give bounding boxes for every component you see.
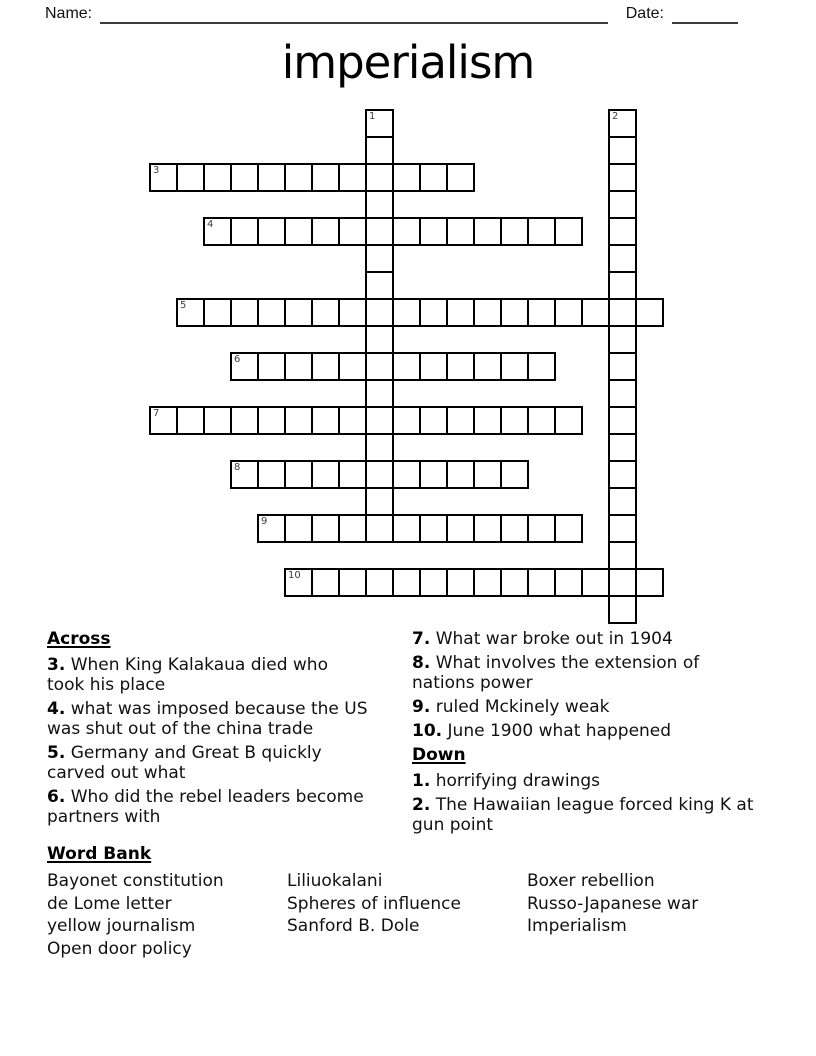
grid-cell[interactable] xyxy=(365,325,394,354)
clue-text: Germany and Great B quickly carved out what xyxy=(47,743,322,783)
clue-across-3 xyxy=(47,655,369,695)
grid-cell[interactable] xyxy=(365,487,394,516)
grid-cell[interactable] xyxy=(284,568,313,597)
grid-cell[interactable] xyxy=(257,460,286,489)
grid-cell[interactable] xyxy=(365,433,394,462)
grid-cell[interactable] xyxy=(149,406,178,435)
cell-number: 5 xyxy=(180,300,187,311)
word-bank-column-1 xyxy=(47,870,287,960)
grid-cell[interactable] xyxy=(284,163,313,192)
clue-across-5 xyxy=(47,743,369,783)
grid-cell[interactable] xyxy=(554,406,583,435)
clue-text: What involves the extension of nations power xyxy=(412,653,700,693)
crossword-grid xyxy=(150,110,663,623)
grid-cell[interactable] xyxy=(608,352,637,381)
grid-cell[interactable] xyxy=(338,352,367,381)
grid-cell[interactable] xyxy=(257,514,286,543)
grid-cell[interactable] xyxy=(608,109,637,138)
grid-cell[interactable] xyxy=(527,514,556,543)
clue-number: 7. xyxy=(412,629,431,649)
grid-cell[interactable] xyxy=(446,217,475,246)
grid-cell[interactable] xyxy=(230,406,259,435)
word-bank-item: Sanford B. Dole xyxy=(287,916,420,936)
grid-cell[interactable] xyxy=(473,298,502,327)
grid-cell[interactable] xyxy=(176,406,205,435)
grid-cell[interactable] xyxy=(284,460,313,489)
grid-cell[interactable] xyxy=(500,514,529,543)
grid-cell[interactable] xyxy=(527,406,556,435)
grid-cell[interactable] xyxy=(392,217,421,246)
grid-cell[interactable] xyxy=(446,352,475,381)
word-bank-columns xyxy=(47,870,776,960)
grid-cell[interactable] xyxy=(419,217,448,246)
cell-number: 10 xyxy=(288,570,301,581)
grid-cell[interactable] xyxy=(635,298,664,327)
grid-cell[interactable] xyxy=(608,568,637,597)
clue-across-6 xyxy=(47,787,369,827)
grid-cell[interactable] xyxy=(419,352,448,381)
grid-cell[interactable] xyxy=(284,217,313,246)
across-clues-section xyxy=(47,629,369,831)
clue-text: The Hawaiian league forced king K at gun point xyxy=(412,795,754,835)
grid-cell[interactable] xyxy=(365,568,394,597)
clue-number: 9. xyxy=(412,697,431,717)
cell-number: 6 xyxy=(234,354,241,365)
grid-cell[interactable] xyxy=(446,514,475,543)
word-bank-column-3 xyxy=(527,870,767,960)
word-bank-item: yellow journalism xyxy=(47,916,196,936)
date-blank-line[interactable] xyxy=(672,7,738,24)
grid-cell[interactable] xyxy=(230,217,259,246)
grid-cell[interactable] xyxy=(446,163,475,192)
word-bank-item: Russo-Japanese war xyxy=(527,893,699,914)
word-bank-item: de Lome letter xyxy=(47,893,172,914)
grid-cell[interactable] xyxy=(392,514,421,543)
word-bank-item: Imperialism xyxy=(527,916,627,936)
grid-cell[interactable] xyxy=(419,406,448,435)
grid-cell[interactable] xyxy=(284,406,313,435)
grid-cell[interactable] xyxy=(446,568,475,597)
grid-cell[interactable] xyxy=(500,406,529,435)
grid-cell[interactable] xyxy=(365,514,394,543)
grid-cell[interactable] xyxy=(311,460,340,489)
grid-cell[interactable] xyxy=(311,514,340,543)
clue-number: 2. xyxy=(412,795,431,815)
grid-cell[interactable] xyxy=(608,190,637,219)
cell-number: 3 xyxy=(153,165,160,176)
header xyxy=(45,5,738,24)
grid-cell[interactable] xyxy=(392,460,421,489)
grid-cell[interactable] xyxy=(230,163,259,192)
grid-cell[interactable] xyxy=(338,514,367,543)
grid-cell[interactable] xyxy=(500,352,529,381)
grid-cell[interactable] xyxy=(473,406,502,435)
grid-cell[interactable] xyxy=(392,163,421,192)
grid-cell[interactable] xyxy=(203,298,232,327)
grid-cell[interactable] xyxy=(257,352,286,381)
grid-cell[interactable] xyxy=(608,244,637,273)
grid-cell[interactable] xyxy=(500,298,529,327)
grid-cell[interactable] xyxy=(608,136,637,165)
grid-cell[interactable] xyxy=(365,109,394,138)
grid-cell[interactable] xyxy=(365,460,394,489)
grid-cell[interactable] xyxy=(230,298,259,327)
clue-number: 10. xyxy=(412,721,443,741)
name-blank-line[interactable] xyxy=(100,7,608,24)
grid-cell[interactable] xyxy=(608,325,637,354)
grid-cell[interactable] xyxy=(149,163,178,192)
grid-cell[interactable] xyxy=(554,298,583,327)
grid-cell[interactable] xyxy=(500,217,529,246)
grid-cell[interactable] xyxy=(338,460,367,489)
grid-cell[interactable] xyxy=(311,568,340,597)
grid-cell[interactable] xyxy=(608,379,637,408)
clue-number: 8. xyxy=(412,653,431,673)
grid-cell[interactable] xyxy=(365,298,394,327)
grid-cell[interactable] xyxy=(338,406,367,435)
across-heading: Across xyxy=(47,629,111,649)
grid-cell[interactable] xyxy=(311,217,340,246)
grid-cell[interactable] xyxy=(608,595,637,624)
grid-cell[interactable] xyxy=(176,298,205,327)
clue-number: 1. xyxy=(412,771,431,791)
grid-cell[interactable] xyxy=(608,514,637,543)
grid-cell[interactable] xyxy=(608,217,637,246)
grid-cell[interactable] xyxy=(230,352,259,381)
puzzle-title: imperialism xyxy=(281,36,535,89)
grid-cell[interactable] xyxy=(608,163,637,192)
grid-cell[interactable] xyxy=(365,271,394,300)
grid-cell[interactable] xyxy=(392,298,421,327)
grid-cell[interactable] xyxy=(365,379,394,408)
clue-number: 4. xyxy=(47,699,66,719)
clue-text: What war broke out in 1904 xyxy=(435,629,673,649)
word-bank-item: Boxer rebellion xyxy=(527,871,655,891)
grid-cell[interactable] xyxy=(419,298,448,327)
clue-across-10 xyxy=(412,721,754,741)
grid-cell[interactable] xyxy=(473,352,502,381)
grid-cell[interactable] xyxy=(392,568,421,597)
grid-cell[interactable] xyxy=(365,217,394,246)
grid-cell[interactable] xyxy=(500,460,529,489)
down-clues-section xyxy=(412,629,754,839)
grid-cell[interactable] xyxy=(419,460,448,489)
grid-cell[interactable] xyxy=(311,406,340,435)
word-bank-item: Bayonet constitution xyxy=(47,871,224,891)
word-bank-column-2 xyxy=(287,870,527,960)
grid-cell[interactable] xyxy=(365,190,394,219)
grid-cell[interactable] xyxy=(608,487,637,516)
grid-cell[interactable] xyxy=(203,217,232,246)
grid-cell[interactable] xyxy=(635,568,664,597)
grid-cell[interactable] xyxy=(608,541,637,570)
grid-cell[interactable] xyxy=(392,406,421,435)
grid-cell[interactable] xyxy=(338,217,367,246)
grid-cell[interactable] xyxy=(338,163,367,192)
clue-across-7 xyxy=(412,629,754,649)
down-heading: Down xyxy=(412,745,466,765)
grid-cell[interactable] xyxy=(284,298,313,327)
grid-cell[interactable] xyxy=(365,352,394,381)
clue-number: 6. xyxy=(47,787,66,807)
clue-text: When King Kalakaua died who took his place xyxy=(47,655,328,695)
clue-across-9 xyxy=(412,697,754,717)
grid-cell[interactable] xyxy=(446,298,475,327)
clue-text: horrifying drawings xyxy=(435,771,600,791)
grid-cell[interactable] xyxy=(554,217,583,246)
grid-cell[interactable] xyxy=(311,163,340,192)
grid-cell[interactable] xyxy=(419,163,448,192)
clue-across-8 xyxy=(412,653,754,693)
clue-text: June 1900 what happened xyxy=(447,721,672,741)
cell-number: 7 xyxy=(153,408,160,419)
clue-number: 3. xyxy=(47,655,66,675)
grid-cell[interactable] xyxy=(203,163,232,192)
cell-number: 9 xyxy=(261,516,268,527)
grid-cell[interactable] xyxy=(527,568,556,597)
grid-cell[interactable] xyxy=(419,568,448,597)
clue-across-4 xyxy=(47,699,369,739)
grid-cell[interactable] xyxy=(203,406,232,435)
grid-cell[interactable] xyxy=(608,271,637,300)
grid-cell[interactable] xyxy=(419,514,448,543)
clue-text: what was imposed because the US was shut out of the china trade xyxy=(47,699,368,739)
grid-cell[interactable] xyxy=(581,568,610,597)
grid-cell[interactable] xyxy=(257,163,286,192)
grid-cell[interactable] xyxy=(581,298,610,327)
grid-cell[interactable] xyxy=(257,406,286,435)
word-bank-item: Open door policy xyxy=(47,938,192,959)
grid-cell[interactable] xyxy=(527,217,556,246)
cell-number: 1 xyxy=(369,111,376,122)
grid-cell[interactable] xyxy=(176,163,205,192)
date-label: Date: xyxy=(625,5,664,22)
clue-text: ruled Mckinely weak xyxy=(435,697,610,717)
clue-down-2 xyxy=(412,795,754,835)
grid-cell[interactable] xyxy=(608,406,637,435)
grid-cell[interactable] xyxy=(365,406,394,435)
grid-cell[interactable] xyxy=(230,460,259,489)
grid-cell[interactable] xyxy=(608,298,637,327)
grid-cell[interactable] xyxy=(608,433,637,462)
grid-cell[interactable] xyxy=(365,163,394,192)
clue-text: Who did the rebel leaders become partners with xyxy=(47,787,364,827)
word-bank-item: Liliuokalani xyxy=(287,871,383,891)
grid-cell[interactable] xyxy=(257,217,286,246)
grid-cell[interactable] xyxy=(284,352,313,381)
grid-cell[interactable] xyxy=(338,298,367,327)
word-bank-section xyxy=(47,844,776,960)
grid-cell[interactable] xyxy=(500,568,529,597)
clue-number: 5. xyxy=(47,743,66,763)
cell-number: 2 xyxy=(612,111,619,122)
grid-cell[interactable] xyxy=(446,406,475,435)
grid-cell[interactable] xyxy=(608,460,637,489)
grid-cell[interactable] xyxy=(338,568,367,597)
grid-cell[interactable] xyxy=(527,352,556,381)
name-label: Name: xyxy=(45,5,93,22)
grid-cell[interactable] xyxy=(554,514,583,543)
grid-cell[interactable] xyxy=(554,568,583,597)
grid-cell[interactable] xyxy=(311,352,340,381)
clue-down-1 xyxy=(412,771,754,791)
grid-cell[interactable] xyxy=(473,568,502,597)
grid-cell[interactable] xyxy=(392,352,421,381)
cell-number: 4 xyxy=(207,219,214,230)
grid-cell[interactable] xyxy=(257,298,286,327)
grid-cell[interactable] xyxy=(446,460,475,489)
grid-cell[interactable] xyxy=(365,136,394,165)
grid-cell[interactable] xyxy=(473,217,502,246)
cell-number: 8 xyxy=(234,462,241,473)
word-bank-heading: Word Bank xyxy=(47,844,152,864)
word-bank-item: Spheres of influence xyxy=(287,893,461,914)
grid-cell[interactable] xyxy=(284,514,313,543)
grid-cell[interactable] xyxy=(365,244,394,273)
grid-cell[interactable] xyxy=(473,460,502,489)
grid-cell[interactable] xyxy=(527,298,556,327)
grid-cell[interactable] xyxy=(311,298,340,327)
grid-cell[interactable] xyxy=(473,514,502,543)
